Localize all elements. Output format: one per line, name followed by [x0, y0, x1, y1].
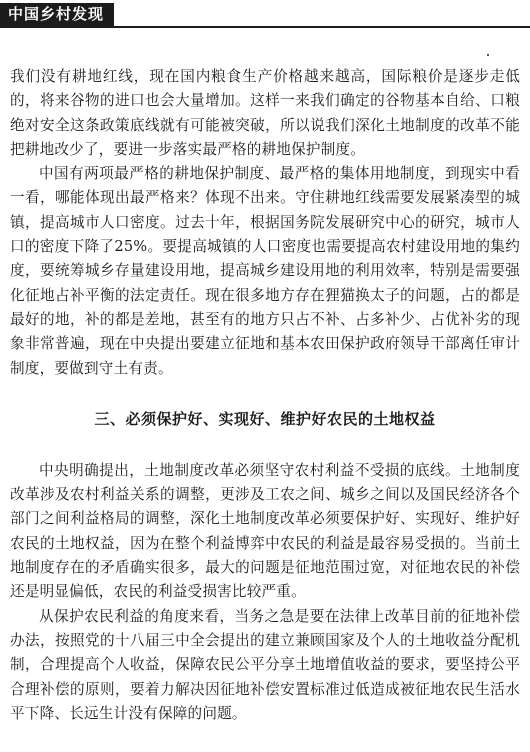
running-header-badge: 中国乡村发现	[0, 3, 114, 26]
header-rule	[0, 26, 530, 28]
section-heading: 三、必须保护好、实现好、维护好农民的土地权益	[94, 409, 436, 428]
body-paragraph-1: 我们没有耕地红线，现在国内粮食生产价格越来越高，国际粮价是逐步走低的，将来谷物的进口也会大量增加。这样一来我们确定的谷物基本自给、口粮绝对安全这条政策底线就有可能被突破，所以说我们深化土地制度的改革不能把耕地改少了，要进一步落实最严格的耕地保护制度。	[10, 68, 520, 158]
body-paragraph-3: 中央明确提出，土地制度改革必须坚守农村利益不受损的底线。土地制度改革涉及农村利益关系的调整，更涉及工农之间、城乡之间以及国民经济各个部门之间利益格局的调整，深化土地制度改革必须要保护好、实现好、维护好农民的土地权益，因为在整个利益博弈中农民的利益是最容易受损的。当前土地制度存在的矛盾确实很多，最大的问题是征地范围过宽，对征地农民的补偿还是明显偏低，农民的利益受损害比较严重。	[10, 461, 520, 601]
scan-speck	[487, 54, 489, 56]
body-paragraph-2: 中国有两项最严格的耕地保护制度、最严格的集体用地制度，到现实中看一看，哪能体现出最严格来？体现不出来。守住耕地红线需要发展紧凑型的城镇，提高城市人口密度。过去十年，根据国务院发展研究中心的研究，城市人口的密度下降了25%。要提高城镇的人口密度也需要提高农村建设用地的集约度，要统筹城乡存量建设用地，提高城乡建设用地的利用效率，特别是需要强化征地占补平衡的法定责任。现在很多地方存在狸猫换太子的问题，占的都是最好的地，补的都是差地，甚至有的地方只占不补、占多补少、占优补劣的现象非常普遍，现在中央提出要建立征地和基本农田保护政府领导干部离任审计制度，要做到守土有责。	[10, 165, 520, 377]
body-paragraph-4: 从保护农民利益的角度来看，当务之急是要在法律上改革目前的征地补偿办法，按照党的十八届三中全会提出的建立兼顾国家及个人的土地收益分配机制，合理提高个人收益，保障农民公平分享土地增值收益的要求，要坚持公平合理补偿的原则，要着力解决因征地补偿安置标准过低造成被征地农民生活水平下降、长远生计没有保障的问题。	[10, 607, 520, 722]
page-body	[10, 65, 520, 726]
